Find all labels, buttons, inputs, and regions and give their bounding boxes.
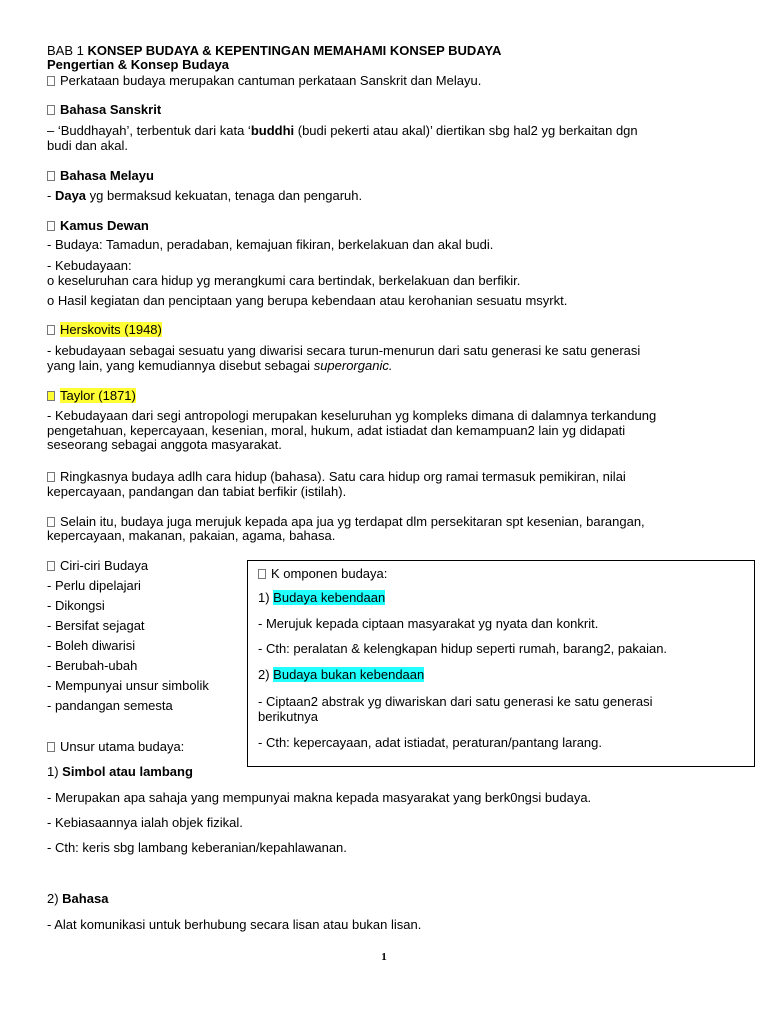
ringkas-line-1 (47, 469, 626, 484)
bullet-box-icon (47, 171, 55, 181)
ciri-item: - Mempunyai unsur simbolik (47, 678, 209, 693)
unsur-desc: - Alat komunikasi untuk berhubung secara lisan atau bukan lisan. (47, 917, 422, 932)
bullet-box-icon (47, 517, 55, 527)
title-bold: KONSEP BUDAYA & KEPENTINGAN MEMAHAMI KONSEP BUDAYA (87, 43, 502, 58)
ciri-item: - Boleh diwarisi (47, 638, 136, 653)
unsur-item-1 (47, 764, 193, 779)
melayu-line (47, 188, 362, 203)
ciri-heading (47, 558, 148, 573)
taylor-heading (47, 388, 136, 403)
melayu-rest: yg bermaksud kekuatan, tenaga dan pengaruh. (86, 188, 363, 203)
komponen-item-1 (258, 590, 385, 605)
unsur-heading-text: Unsur utama budaya: (60, 739, 185, 754)
ciri-item: - Perlu dipelajari (47, 578, 141, 593)
ciri-item: - Berubah-ubah (47, 658, 138, 673)
ringkas-text: Ringkasnya budaya adlh cara hidup (bahasa). Satu cara hidup org ramai termasuk pemikiran, nilai (60, 469, 626, 484)
page-title (47, 43, 501, 58)
komponen-desc: - Cth: peralatan & kelengkapan hidup seperti rumah, barang2, pakaian. (258, 641, 668, 656)
taylor-line-3: seseorang sebagai anggota masyarakat. (47, 437, 282, 452)
sanskrit-heading-text: Bahasa Sanskrit (60, 102, 162, 117)
herskovits-line-1: - kebudayaan sebagai sesuatu yang diwarisi secara turun-menurun dari satu generasi ke satu generasi (47, 343, 641, 358)
subtitle: Pengertian & Konsep Budaya (47, 57, 230, 72)
herskovits-heading (47, 322, 162, 337)
taylor-heading-text: Taylor (1871) (60, 388, 136, 403)
unsur-desc: - Cth: keris sbg lambang keberanian/kepahlawanan. (47, 840, 347, 855)
sanskrit-text-a: – ‘Buddhayah’, terbentuk dari kata ‘ (47, 123, 251, 138)
page-number: 1 (381, 951, 387, 963)
komponen-label-1: Budaya kebendaan (273, 590, 386, 605)
sanskrit-line-2: budi dan akal. (47, 138, 128, 153)
bullet-box-icon (47, 221, 55, 231)
unsur-label-2: Bahasa (62, 891, 109, 906)
selain-line-2: kepercayaan, makanan, pakaian, agama, bahasa. (47, 528, 336, 543)
komponen-desc: - Cth: kepercayaan, adat istiadat, peraturan/pantang larang. (258, 735, 602, 750)
unsur-desc: - Kebiasaannya ialah objek fizikal. (47, 815, 243, 830)
bullet-box-icon (47, 105, 55, 115)
herskovits-line-2 (47, 358, 392, 373)
bullet-box-icon (47, 561, 55, 571)
komponen-desc: - Merujuk kepada ciptaan masyarakat yg nyata dan konkrit. (258, 616, 599, 631)
kamus-line-2: - Kebudayaan: (47, 258, 132, 273)
herskovits-italic: superorganic. (313, 358, 393, 373)
bullet-box-icon (47, 76, 55, 86)
melayu-heading (47, 168, 154, 183)
sanskrit-bold: buddhi (250, 123, 295, 138)
ciri-item: - Bersifat sejagat (47, 618, 145, 633)
ciri-item: - pandangan semesta (47, 698, 173, 713)
taylor-line-2: pengetahuan, kepercayaan, kesenian, moral, hukum, adat istiadat dan kemampuan2 lain yg didapati (47, 423, 626, 438)
sanskrit-heading (47, 102, 161, 117)
bullet-box-icon (47, 391, 55, 401)
melayu-dash: - (47, 188, 55, 203)
unsur-label-1: Simbol atau lambang (62, 764, 193, 779)
komponen-heading-text: K omponen budaya: (271, 566, 388, 581)
title-prefix: BAB 1 (47, 43, 88, 58)
bullet-box-icon (258, 569, 266, 579)
selain-text: Selain itu, budaya juga merujuk kepada apa jua yg terdapat dlm persekitaran spt kesenian, barangan, (60, 514, 645, 529)
sanskrit-line-1 (47, 123, 638, 138)
kamus-heading (47, 218, 149, 233)
komponen-desc: berikutnya (258, 709, 318, 724)
intro-line (47, 73, 481, 88)
ciri-item: - Dikongsi (47, 598, 105, 613)
bullet-box-icon (47, 472, 55, 482)
ringkas-line-2: kepercayaan, pandangan dan tabiat berfikir (istilah). (47, 484, 347, 499)
bullet-box-icon (47, 325, 55, 335)
taylor-line-1: - Kebudayaan dari segi antropologi merupakan keseluruhan yg kompleks dimana di dalamnya terkandung (47, 408, 657, 423)
unsur-desc: - Merupakan apa sahaja yang mempunyai makna kepada masyarakat yang berk0ngsi budaya. (47, 790, 592, 805)
komponen-num-2: 2) (258, 667, 274, 682)
ciri-heading-text: Ciri-ciri Budaya (60, 558, 149, 573)
kamus-line-3: o keseluruhan cara hidup yg merangkumi cara bertindak, berkelakuan dan berfikir. (47, 273, 521, 288)
komponen-heading (258, 566, 387, 581)
komponen-item-2 (258, 667, 424, 682)
kamus-heading-text: Kamus Dewan (60, 218, 149, 233)
bullet-box-icon (47, 742, 55, 752)
kamus-line-1: - Budaya: Tamadun, peradaban, kemajuan fikiran, berkelakuan dan akal budi. (47, 237, 494, 252)
selain-line-1 (47, 514, 645, 529)
unsur-num-1: 1) (47, 764, 63, 779)
unsur-heading (47, 739, 184, 754)
komponen-desc: - Ciptaan2 abstrak yg diwariskan dari satu generasi ke satu generasi (258, 694, 653, 709)
kamus-line-4: o Hasil kegiatan dan penciptaan yang berupa kebendaan atau kerohanian sesuatu msyrkt. (47, 293, 568, 308)
komponen-box (247, 560, 755, 767)
intro-text: Perkataan budaya merupakan cantuman perkataan Sanskrit dan Melayu. (60, 73, 482, 88)
herskovits-heading-text: Herskovits (1948) (60, 322, 162, 337)
melayu-heading-text: Bahasa Melayu (60, 168, 154, 183)
komponen-num-1: 1) (258, 590, 274, 605)
melayu-bold: Daya (54, 188, 87, 203)
komponen-label-2: Budaya bukan kebendaan (273, 667, 425, 682)
unsur-num-2: 2) (47, 891, 63, 906)
unsur-item-2 (47, 891, 108, 906)
herskovits-text: yang lain, yang kemudiannya disebut sebagai (47, 358, 314, 373)
sanskrit-text-b: (budi pekerti atau akal)’ diertikan sbg hal2 yg berkaitan dgn (294, 123, 638, 138)
